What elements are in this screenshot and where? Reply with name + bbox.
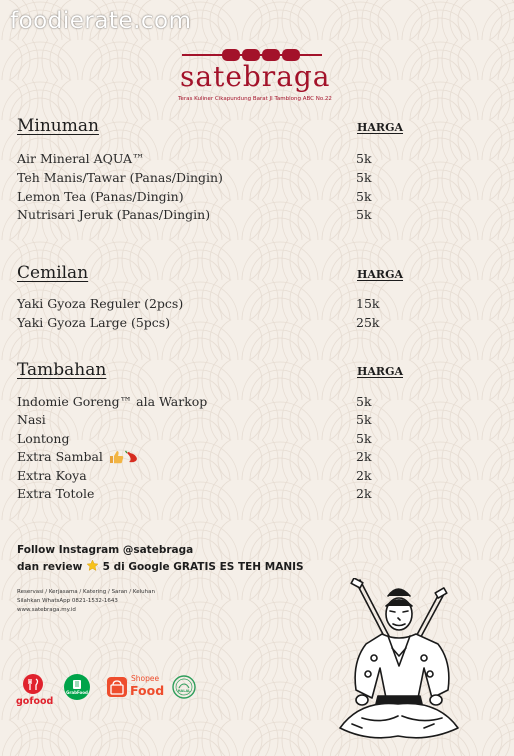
- menu-item-name: Extra Totole: [17, 486, 95, 501]
- gofood-logo: [16, 673, 54, 707]
- menu-item: [17, 468, 397, 486]
- promo-review: dan review 5 di Google GRATIS ES TEH MANIS: [17, 561, 304, 573]
- menu-item: [17, 431, 397, 449]
- menu-item-name: Lemon Tea (Panas/Dingin): [17, 189, 184, 204]
- contact-services: Reservasi / Kerjasama / Katering / Saran / Keluhan: [17, 589, 155, 595]
- menu-item-price: 15k: [356, 296, 380, 311]
- menu-item: [17, 486, 397, 504]
- menu-item-price: 2k: [356, 468, 372, 483]
- contact-whatsapp: Silahkan WhatsApp 0821-1532-1643: [17, 598, 118, 604]
- brand-address: Teras Kuliner Cikapundung Barat Jl Tamblong ABC No.22: [178, 96, 332, 102]
- menu-item: [17, 394, 397, 412]
- price-header-cemilan: HARGA: [357, 268, 403, 281]
- promo-instagram: Follow Instagram @satebraga: [17, 544, 194, 556]
- menu-item-name: Nutrisari Jeruk (Panas/Dingin): [17, 207, 211, 222]
- menu-item: [17, 412, 397, 430]
- menu-item-price: 2k: [356, 486, 372, 501]
- price-header-minuman: HARGA: [357, 121, 403, 134]
- contact-website: www.satebraga.my.id: [17, 607, 76, 613]
- menu-item-name: Teh Manis/Tawar (Panas/Dingin): [17, 170, 223, 185]
- star-icon: [86, 559, 99, 572]
- gofood-label: gofood: [16, 696, 54, 707]
- grabfood-icon: [63, 673, 91, 701]
- menu-item-price: 5k: [356, 431, 372, 446]
- menu-item-price: 5k: [356, 412, 372, 427]
- menu-item-name: Extra Koya: [17, 468, 87, 483]
- promo-text: [17, 542, 304, 576]
- menu-item-name: Indomie Goreng™ ala Warkop: [17, 394, 208, 409]
- menu-item: [17, 170, 397, 188]
- menu-item-price: 5k: [356, 189, 372, 204]
- menu-item-price: 25k: [356, 315, 380, 330]
- price-header-tambahan: HARGA: [357, 365, 403, 378]
- menu-item: [17, 151, 397, 169]
- menu-item: [17, 189, 397, 207]
- menu-item: [17, 449, 397, 467]
- contact-info: [17, 588, 155, 615]
- shopee-food-label: Food: [130, 683, 165, 698]
- brand-name: satebraga: [180, 60, 331, 93]
- halal-logo: [172, 675, 196, 699]
- menu-item-price: 5k: [356, 170, 372, 185]
- menu-item-name: Extra Sambal: [17, 449, 103, 464]
- section-title-tambahan: Tambahan: [17, 360, 107, 380]
- menu-item-name: Air Mineral AQUA™: [17, 151, 145, 166]
- menu-item-name: Lontong: [17, 431, 70, 446]
- thumbs-up-chili-icon: [108, 449, 140, 465]
- gofood-icon: [22, 673, 44, 695]
- menu-item-name: Nasi: [17, 412, 46, 427]
- grabfood-logo: [63, 673, 91, 701]
- menu-item-price: 5k: [356, 394, 372, 409]
- menu-item-name: Yaki Gyoza Reguler (2pcs): [17, 296, 184, 311]
- shopee-label: Shopee: [131, 674, 160, 683]
- menu-item-name: Yaki Gyoza Large (5pcs): [17, 315, 171, 330]
- menu-item: [17, 296, 397, 314]
- menu-item: [17, 315, 397, 333]
- section-title-minuman: Minuman: [17, 116, 99, 136]
- shopee-bag-icon: [106, 676, 128, 698]
- menu-item-price: 2k: [356, 449, 372, 464]
- menu-item-price: 5k: [356, 151, 372, 166]
- menu-item-price: 5k: [356, 207, 372, 222]
- watermark: foodierate.com: [10, 8, 192, 34]
- section-title-cemilan: Cemilan: [17, 263, 89, 283]
- grabfood-label: GrabFood: [66, 690, 88, 695]
- shopee-food-logo: [106, 674, 166, 700]
- menu-item: [17, 207, 397, 225]
- halal-label: HALAL: [177, 689, 191, 693]
- samurai-illustration: [322, 578, 474, 748]
- halal-icon: [172, 675, 196, 699]
